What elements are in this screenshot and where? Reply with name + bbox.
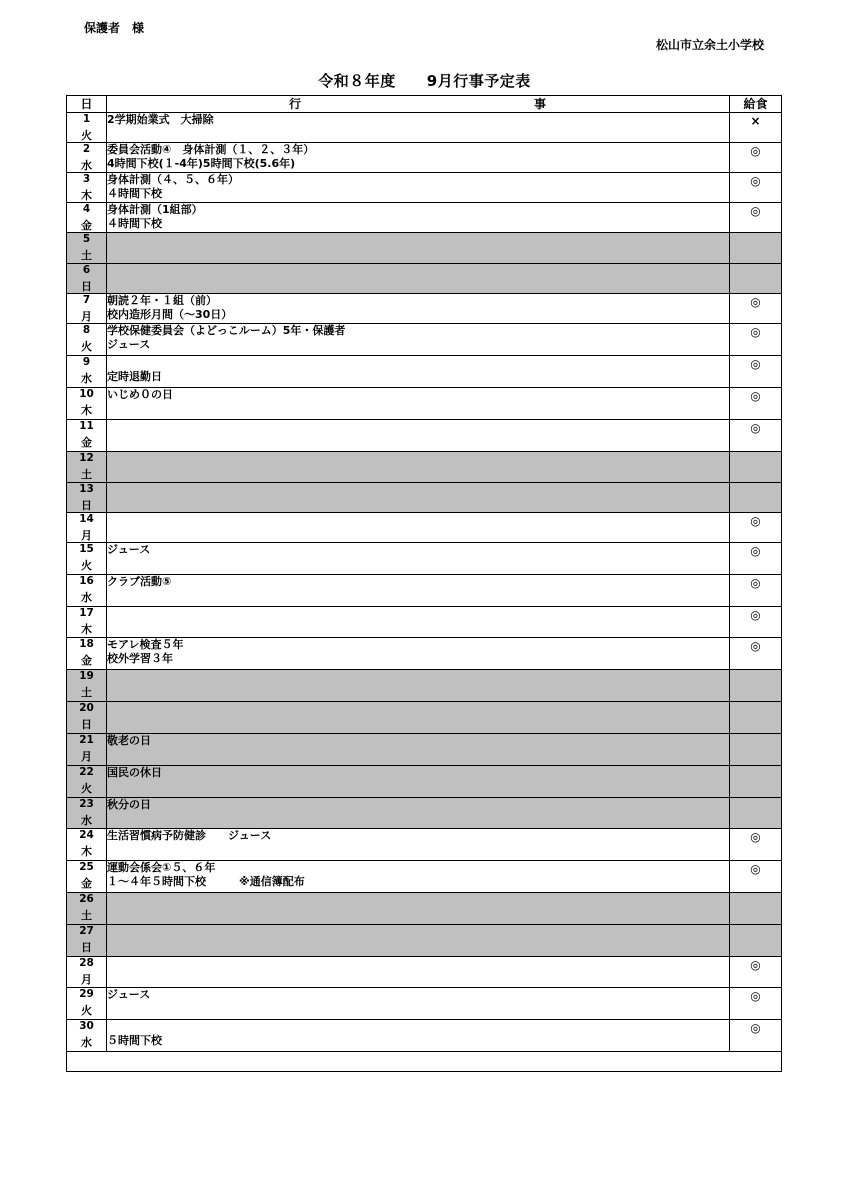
lunch-cell: ◎ bbox=[730, 420, 782, 452]
day-number: 14 bbox=[79, 513, 94, 525]
lunch-cell bbox=[730, 798, 782, 829]
weekday: 木 bbox=[81, 623, 92, 636]
schedule-row bbox=[67, 988, 782, 1020]
event-cell bbox=[107, 264, 730, 294]
day-number: 27 bbox=[79, 925, 94, 937]
event-cell bbox=[107, 294, 730, 324]
schedule-row bbox=[67, 766, 782, 798]
weekday: 火 bbox=[81, 559, 92, 572]
schedule-row bbox=[67, 829, 782, 861]
day-number: 22 bbox=[79, 766, 94, 778]
weekday: 金 bbox=[81, 654, 92, 667]
date-cell bbox=[67, 294, 107, 324]
event-line-1: 生活習慣病予防健診 ジュース bbox=[107, 829, 272, 842]
event-cell bbox=[107, 829, 730, 861]
schedule-row bbox=[67, 483, 782, 513]
schedule-row bbox=[67, 734, 782, 766]
day-number: 10 bbox=[79, 388, 94, 400]
schedule-row bbox=[67, 861, 782, 893]
date-cell bbox=[67, 264, 107, 294]
lunch-cell bbox=[730, 452, 782, 483]
lunch-cell: ◎ bbox=[730, 388, 782, 420]
day-number: 5 bbox=[82, 233, 91, 245]
weekday: 火 bbox=[81, 1004, 92, 1017]
schedule-row bbox=[67, 543, 782, 575]
event-cell bbox=[107, 1020, 730, 1052]
event-cell bbox=[107, 638, 730, 670]
event-cell bbox=[107, 925, 730, 957]
weekday: 金 bbox=[81, 436, 92, 449]
schedule-row bbox=[67, 1020, 782, 1052]
day-number: 12 bbox=[79, 452, 94, 464]
event-line-1: モアレ検査５年 bbox=[107, 638, 184, 651]
lunch-cell bbox=[730, 893, 782, 925]
event-cell bbox=[107, 702, 730, 734]
weekday: 月 bbox=[81, 529, 92, 542]
schedule-row bbox=[67, 356, 782, 388]
event-cell bbox=[107, 420, 730, 452]
event-line-1: ジュース bbox=[107, 988, 151, 1001]
weekday: 土 bbox=[81, 909, 92, 922]
date-cell bbox=[67, 575, 107, 607]
day-number: 11 bbox=[79, 420, 94, 432]
event-header-char-1: 行 bbox=[289, 97, 302, 111]
day-number: 4 bbox=[82, 203, 91, 215]
weekday: 月 bbox=[81, 750, 92, 763]
event-line-2: １～４年５時間下校 ※通信簿配布 bbox=[107, 874, 305, 888]
event-cell bbox=[107, 324, 730, 356]
date-cell bbox=[67, 483, 107, 513]
day-number: 9 bbox=[82, 356, 91, 368]
weekday: 日 bbox=[81, 941, 92, 954]
lunch-cell: ◎ bbox=[730, 143, 782, 173]
schedule-row bbox=[67, 420, 782, 452]
weekday: 木 bbox=[81, 404, 92, 417]
day-number: 23 bbox=[79, 798, 94, 810]
event-line-1: 学校保健委員会（よどっこルーム）5年・保護者 bbox=[107, 324, 346, 337]
weekday: 火 bbox=[81, 782, 92, 795]
event-cell bbox=[107, 670, 730, 702]
date-cell bbox=[67, 324, 107, 356]
schedule-row bbox=[67, 702, 782, 734]
lunch-cell: ◎ bbox=[730, 513, 782, 543]
lunch-cell bbox=[730, 264, 782, 294]
date-cell bbox=[67, 957, 107, 988]
date-cell bbox=[67, 113, 107, 143]
weekday: 日 bbox=[81, 499, 92, 512]
event-cell bbox=[107, 607, 730, 638]
event-line-2: ５時間下校 bbox=[107, 1033, 162, 1047]
schedule-row bbox=[67, 638, 782, 670]
lunch-cell: ◎ bbox=[730, 607, 782, 638]
addressee-label: 保護者 様 bbox=[84, 21, 145, 35]
schedule-row bbox=[67, 513, 782, 543]
weekday: 金 bbox=[81, 219, 92, 232]
date-cell bbox=[67, 638, 107, 670]
event-cell bbox=[107, 356, 730, 388]
lunch-cell: ◎ bbox=[730, 988, 782, 1020]
day-number: 8 bbox=[82, 324, 91, 336]
schedule-row bbox=[67, 294, 782, 324]
event-line-1 bbox=[107, 356, 729, 370]
event-line-1: 身体計測（1組部） bbox=[107, 203, 203, 216]
date-cell bbox=[67, 734, 107, 766]
day-number: 6 bbox=[82, 264, 91, 276]
event-line-1 bbox=[107, 1020, 729, 1034]
weekday: 月 bbox=[81, 973, 92, 986]
weekday: 日 bbox=[81, 280, 92, 293]
event-line-1: いじめ０の日 bbox=[107, 388, 173, 401]
lunch-cell bbox=[730, 483, 782, 513]
event-line-1: 敬老の日 bbox=[107, 734, 151, 747]
schedule-row bbox=[67, 957, 782, 988]
lunch-cell bbox=[730, 233, 782, 264]
schedule-row bbox=[67, 575, 782, 607]
lunch-cell: ◎ bbox=[730, 324, 782, 356]
schedule-row bbox=[67, 893, 782, 925]
weekday: 月 bbox=[81, 310, 92, 323]
day-number: 15 bbox=[79, 543, 94, 555]
date-column-header: 日 bbox=[67, 96, 107, 113]
event-line-2: 定時退勤日 bbox=[107, 369, 162, 383]
day-number: 3 bbox=[82, 173, 91, 185]
event-cell bbox=[107, 483, 730, 513]
schedule-row bbox=[67, 670, 782, 702]
weekday: 土 bbox=[81, 468, 92, 481]
lunch-cell bbox=[730, 925, 782, 957]
date-cell bbox=[67, 988, 107, 1020]
lunch-cell: ◎ bbox=[730, 829, 782, 861]
lunch-cell: ◎ bbox=[730, 356, 782, 388]
day-number: 13 bbox=[79, 483, 94, 495]
event-header-char-2: 事 bbox=[534, 97, 547, 111]
event-column-header bbox=[107, 96, 730, 113]
weekday: 水 bbox=[81, 372, 92, 385]
date-cell bbox=[67, 1020, 107, 1052]
day-number: 19 bbox=[79, 670, 94, 682]
date-cell bbox=[67, 203, 107, 233]
lunch-cell bbox=[730, 734, 782, 766]
event-line-1: 2学期始業式 大掃除 bbox=[107, 113, 214, 126]
lunch-cell: ◎ bbox=[730, 294, 782, 324]
event-cell bbox=[107, 861, 730, 893]
schedule-row bbox=[67, 798, 782, 829]
event-line-1: 朝読２年・１組（前） bbox=[107, 294, 217, 307]
event-line-1: 秋分の日 bbox=[107, 798, 151, 811]
event-cell bbox=[107, 734, 730, 766]
schedule-table bbox=[66, 95, 782, 1072]
date-cell bbox=[67, 452, 107, 483]
date-cell bbox=[67, 543, 107, 575]
event-line-1: クラブ活動⑤ bbox=[107, 575, 172, 588]
header-row bbox=[67, 96, 782, 113]
event-cell bbox=[107, 957, 730, 988]
date-cell bbox=[67, 513, 107, 543]
school-name: 松山市立余土小学校 bbox=[655, 38, 764, 52]
lunch-cell: ◎ bbox=[730, 957, 782, 988]
date-cell bbox=[67, 356, 107, 388]
event-cell bbox=[107, 452, 730, 483]
day-number: 7 bbox=[82, 294, 91, 306]
event-cell bbox=[107, 203, 730, 233]
event-line-2: 校内造形月間（～30日） bbox=[107, 307, 233, 321]
weekday: 木 bbox=[81, 845, 92, 858]
weekday: 金 bbox=[81, 877, 92, 890]
day-number: 16 bbox=[79, 575, 94, 587]
date-cell bbox=[67, 766, 107, 798]
day-number: 30 bbox=[79, 1020, 94, 1032]
day-number: 28 bbox=[79, 957, 94, 969]
event-line-2: ジュース bbox=[107, 337, 151, 351]
weekday: 土 bbox=[81, 249, 92, 262]
date-cell bbox=[67, 388, 107, 420]
weekday: 水 bbox=[81, 591, 92, 604]
date-cell bbox=[67, 233, 107, 264]
event-line-2: ４時間下校 bbox=[107, 216, 162, 230]
page-title: 令和８年度 9月行事予定表 bbox=[318, 72, 531, 90]
date-cell bbox=[67, 670, 107, 702]
weekday: 水 bbox=[81, 1036, 92, 1049]
event-cell bbox=[107, 143, 730, 173]
footer-cell bbox=[67, 1052, 782, 1072]
event-cell bbox=[107, 575, 730, 607]
lunch-cell: ◎ bbox=[730, 861, 782, 893]
date-cell bbox=[67, 420, 107, 452]
date-cell bbox=[67, 143, 107, 173]
day-number: 20 bbox=[79, 702, 94, 714]
event-line-2: 4時間下校(１-4年)5時間下校(5.6年) bbox=[107, 156, 296, 170]
day-number: 18 bbox=[79, 638, 94, 650]
weekday: 木 bbox=[81, 189, 92, 202]
weekday: 水 bbox=[81, 814, 92, 827]
lunch-cell: ◎ bbox=[730, 1020, 782, 1052]
lunch-cell bbox=[730, 670, 782, 702]
date-cell bbox=[67, 893, 107, 925]
lunch-cell: ◎ bbox=[730, 638, 782, 670]
lunch-cell: ◎ bbox=[730, 543, 782, 575]
weekday: 土 bbox=[81, 686, 92, 699]
day-number: 29 bbox=[79, 988, 94, 1000]
day-number: 2 bbox=[82, 143, 91, 155]
schedule-row bbox=[67, 113, 782, 143]
date-cell bbox=[67, 829, 107, 861]
schedule-row bbox=[67, 324, 782, 356]
schedule-row bbox=[67, 264, 782, 294]
day-number: 24 bbox=[79, 829, 94, 841]
event-line-1: 身体計測（４、５、６年） bbox=[107, 173, 239, 186]
schedule-body bbox=[67, 113, 782, 1052]
date-cell bbox=[67, 702, 107, 734]
event-line-2: 校外学習３年 bbox=[107, 651, 173, 665]
date-cell bbox=[67, 861, 107, 893]
lunch-cell bbox=[730, 702, 782, 734]
event-cell bbox=[107, 543, 730, 575]
event-line-1: 委員会活動④ 身体計測（１、２、３年） bbox=[107, 143, 315, 156]
lunch-cell bbox=[730, 766, 782, 798]
day-number: 17 bbox=[79, 607, 94, 619]
date-cell bbox=[67, 607, 107, 638]
event-cell bbox=[107, 513, 730, 543]
schedule-row bbox=[67, 607, 782, 638]
date-cell bbox=[67, 798, 107, 829]
footer-row bbox=[67, 1052, 782, 1072]
date-cell bbox=[67, 173, 107, 203]
event-cell bbox=[107, 388, 730, 420]
date-cell bbox=[67, 925, 107, 957]
event-line-2: ４時間下校 bbox=[107, 186, 162, 200]
event-cell bbox=[107, 173, 730, 203]
weekday: 火 bbox=[81, 129, 92, 142]
weekday: 日 bbox=[81, 718, 92, 731]
lunch-cell: ◎ bbox=[730, 203, 782, 233]
schedule-row bbox=[67, 143, 782, 173]
weekday: 水 bbox=[81, 159, 92, 172]
event-cell bbox=[107, 233, 730, 264]
day-number: 21 bbox=[79, 734, 94, 746]
event-line-1: ジュース bbox=[107, 543, 151, 556]
event-cell bbox=[107, 988, 730, 1020]
event-cell bbox=[107, 766, 730, 798]
lunch-column-header: 給食 bbox=[730, 96, 782, 113]
lunch-cell: ◎ bbox=[730, 173, 782, 203]
schedule-row bbox=[67, 925, 782, 957]
schedule-row bbox=[67, 233, 782, 264]
schedule-row bbox=[67, 452, 782, 483]
event-cell bbox=[107, 113, 730, 143]
weekday: 火 bbox=[81, 340, 92, 353]
schedule-row bbox=[67, 173, 782, 203]
schedule-row bbox=[67, 203, 782, 233]
event-cell bbox=[107, 798, 730, 829]
lunch-cell: ◎ bbox=[730, 575, 782, 607]
lunch-cell: × bbox=[730, 113, 782, 143]
day-number: 25 bbox=[79, 861, 94, 873]
schedule-row bbox=[67, 388, 782, 420]
day-number: 1 bbox=[82, 113, 91, 125]
day-number: 26 bbox=[79, 893, 94, 905]
event-cell bbox=[107, 893, 730, 925]
event-line-1: 国民の休日 bbox=[107, 766, 162, 779]
event-line-1: 運動会係会①５、６年 bbox=[107, 861, 216, 874]
